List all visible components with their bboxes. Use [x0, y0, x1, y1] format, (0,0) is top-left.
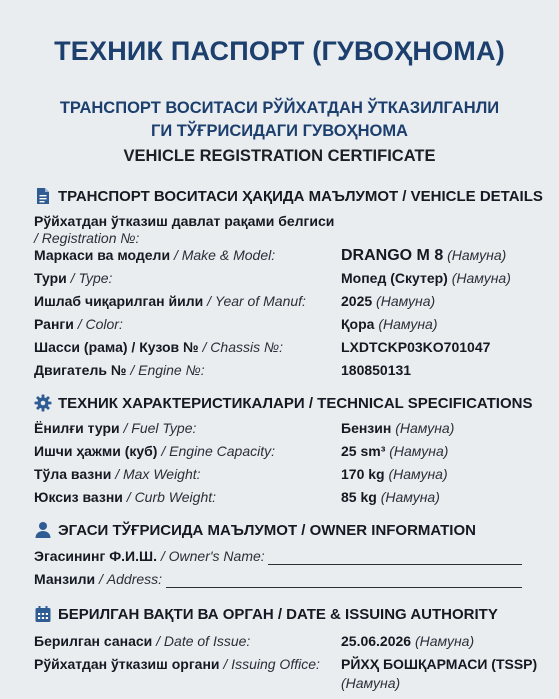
label-en: / Engine №: [126, 362, 205, 378]
subtitle-english: VEHICLE REGISTRATION CERTIFICATE [123, 147, 436, 165]
label-en: / Address: [95, 571, 163, 587]
label-uz: Ишчи ҳажми (куб) [34, 443, 158, 459]
value: РЙХҲ БОШҚАРМАСИ (TSSP) [341, 656, 538, 672]
label-uz: Рўйхатдан ўтказиш давлат рақами белгиси [34, 213, 335, 229]
label-uz: Манзили [34, 571, 96, 587]
sample-note: (Намуна) [443, 247, 507, 263]
value: 85 kg [341, 489, 377, 505]
value: LXDTCKP03KO701047 [341, 339, 491, 355]
gear-icon [34, 394, 52, 412]
user-icon [34, 521, 52, 539]
value: 2025 [341, 293, 373, 309]
owner-name-blank-line [268, 564, 522, 565]
value: 25 sm³ [341, 443, 386, 459]
label-uz: Берилган санаси [34, 633, 153, 649]
label-uz: Эгасининг Ф.И.Ш. [34, 548, 157, 564]
sample-note: (Намуна) [374, 316, 438, 332]
section-technical-specs [34, 394, 539, 412]
sample-note: (Намуна) [384, 466, 448, 482]
value: Бензин [341, 420, 392, 436]
sample-note: (Намуна) [411, 633, 475, 649]
sample-note: (Намуна) [372, 293, 436, 309]
label-uz: Шасси (рама) / Кузов № [34, 339, 199, 355]
label-uz: Маркаси ва модели [34, 247, 171, 263]
calendar-icon [34, 605, 52, 623]
label-en: / Max Weight: [111, 466, 201, 482]
label-en: / Registration №: [34, 230, 140, 246]
label-en: / Issuing Office: [219, 656, 320, 672]
value: 25.06.2026 [341, 633, 412, 649]
label-uz: Тўла вазни [34, 466, 112, 482]
sample-note: (Намуна) [391, 420, 455, 436]
section-heading: ТЕХНИК ХАРАКТЕРИСТИКАЛАРИ / TECHNICAL SPECIFICATIONS [58, 394, 533, 412]
label-uz: Юксиз вазни [34, 489, 123, 505]
subtitle-line-1: ТРАНСПОРТ ВОСИТАСИ РЎЙХАТДАН ЎТКАЗИЛГАНЛИ [59, 99, 500, 117]
section-vehicle-details [34, 187, 543, 205]
section-heading: ТРАНСПОРТ ВОСИТАСИ ҲАҚИДА МАЪЛУМОТ / VEHICLE DETAILS [58, 187, 543, 205]
sample-note: (Намуна) [385, 443, 449, 459]
label-en: / Engine Capacity: [157, 443, 275, 459]
sample-note: (Намуна) [341, 675, 401, 691]
label-en: / Color: [73, 316, 123, 332]
section-heading: ЭГАСИ ТЎҒРИСИДА МАЪЛУМОТ / OWNER INFORMATION [58, 521, 476, 539]
label-en: / Type: [66, 270, 113, 286]
sample-note: (Намуна) [447, 270, 511, 286]
label-en: / Owner's Name: [156, 548, 265, 564]
label-en: / Curb Weight: [122, 489, 217, 505]
section-owner-info [34, 521, 539, 539]
value: Мопед (Скутер) [341, 270, 448, 286]
label-uz: Тури [34, 270, 67, 286]
sample-note: (Намуна) [376, 489, 440, 505]
section-heading: БЕРИЛГАН ВАҚТИ ВА ОРГАН / DATE & ISSUING AUTHORITY [58, 605, 498, 623]
document-icon [34, 187, 52, 205]
label-en: / Date of Issue: [152, 633, 251, 649]
value: DRANGO M 8 [341, 247, 444, 264]
section-issuing-authority [34, 605, 539, 623]
label-en: / Year of Manuf: [203, 293, 306, 309]
label-uz: Рўйхатдан ўтказиш органи [34, 656, 220, 672]
document-title: ТЕХНИК ПАСПОРТ (ГУВОҲНОМА) [54, 36, 505, 66]
owner-address-blank-line [166, 587, 522, 588]
label-en: / Chassis №: [198, 339, 284, 355]
value: 170 kg [341, 466, 385, 482]
label-en: / Make & Model: [170, 247, 276, 263]
label-uz: Двигатель № [34, 362, 127, 378]
label-uz: Ишлаб чиқарилган йили [34, 293, 204, 309]
label-uz: Ёнилғи тури [34, 420, 120, 436]
value: Қора [341, 316, 375, 332]
label-en: / Fuel Type: [119, 420, 197, 436]
label-uz: Ранги [34, 316, 74, 332]
value: 180850131 [341, 362, 412, 378]
subtitle-line-2: ГИ ТЎҒРИСИДАГИ ГУВОҲНОМА [151, 122, 408, 140]
